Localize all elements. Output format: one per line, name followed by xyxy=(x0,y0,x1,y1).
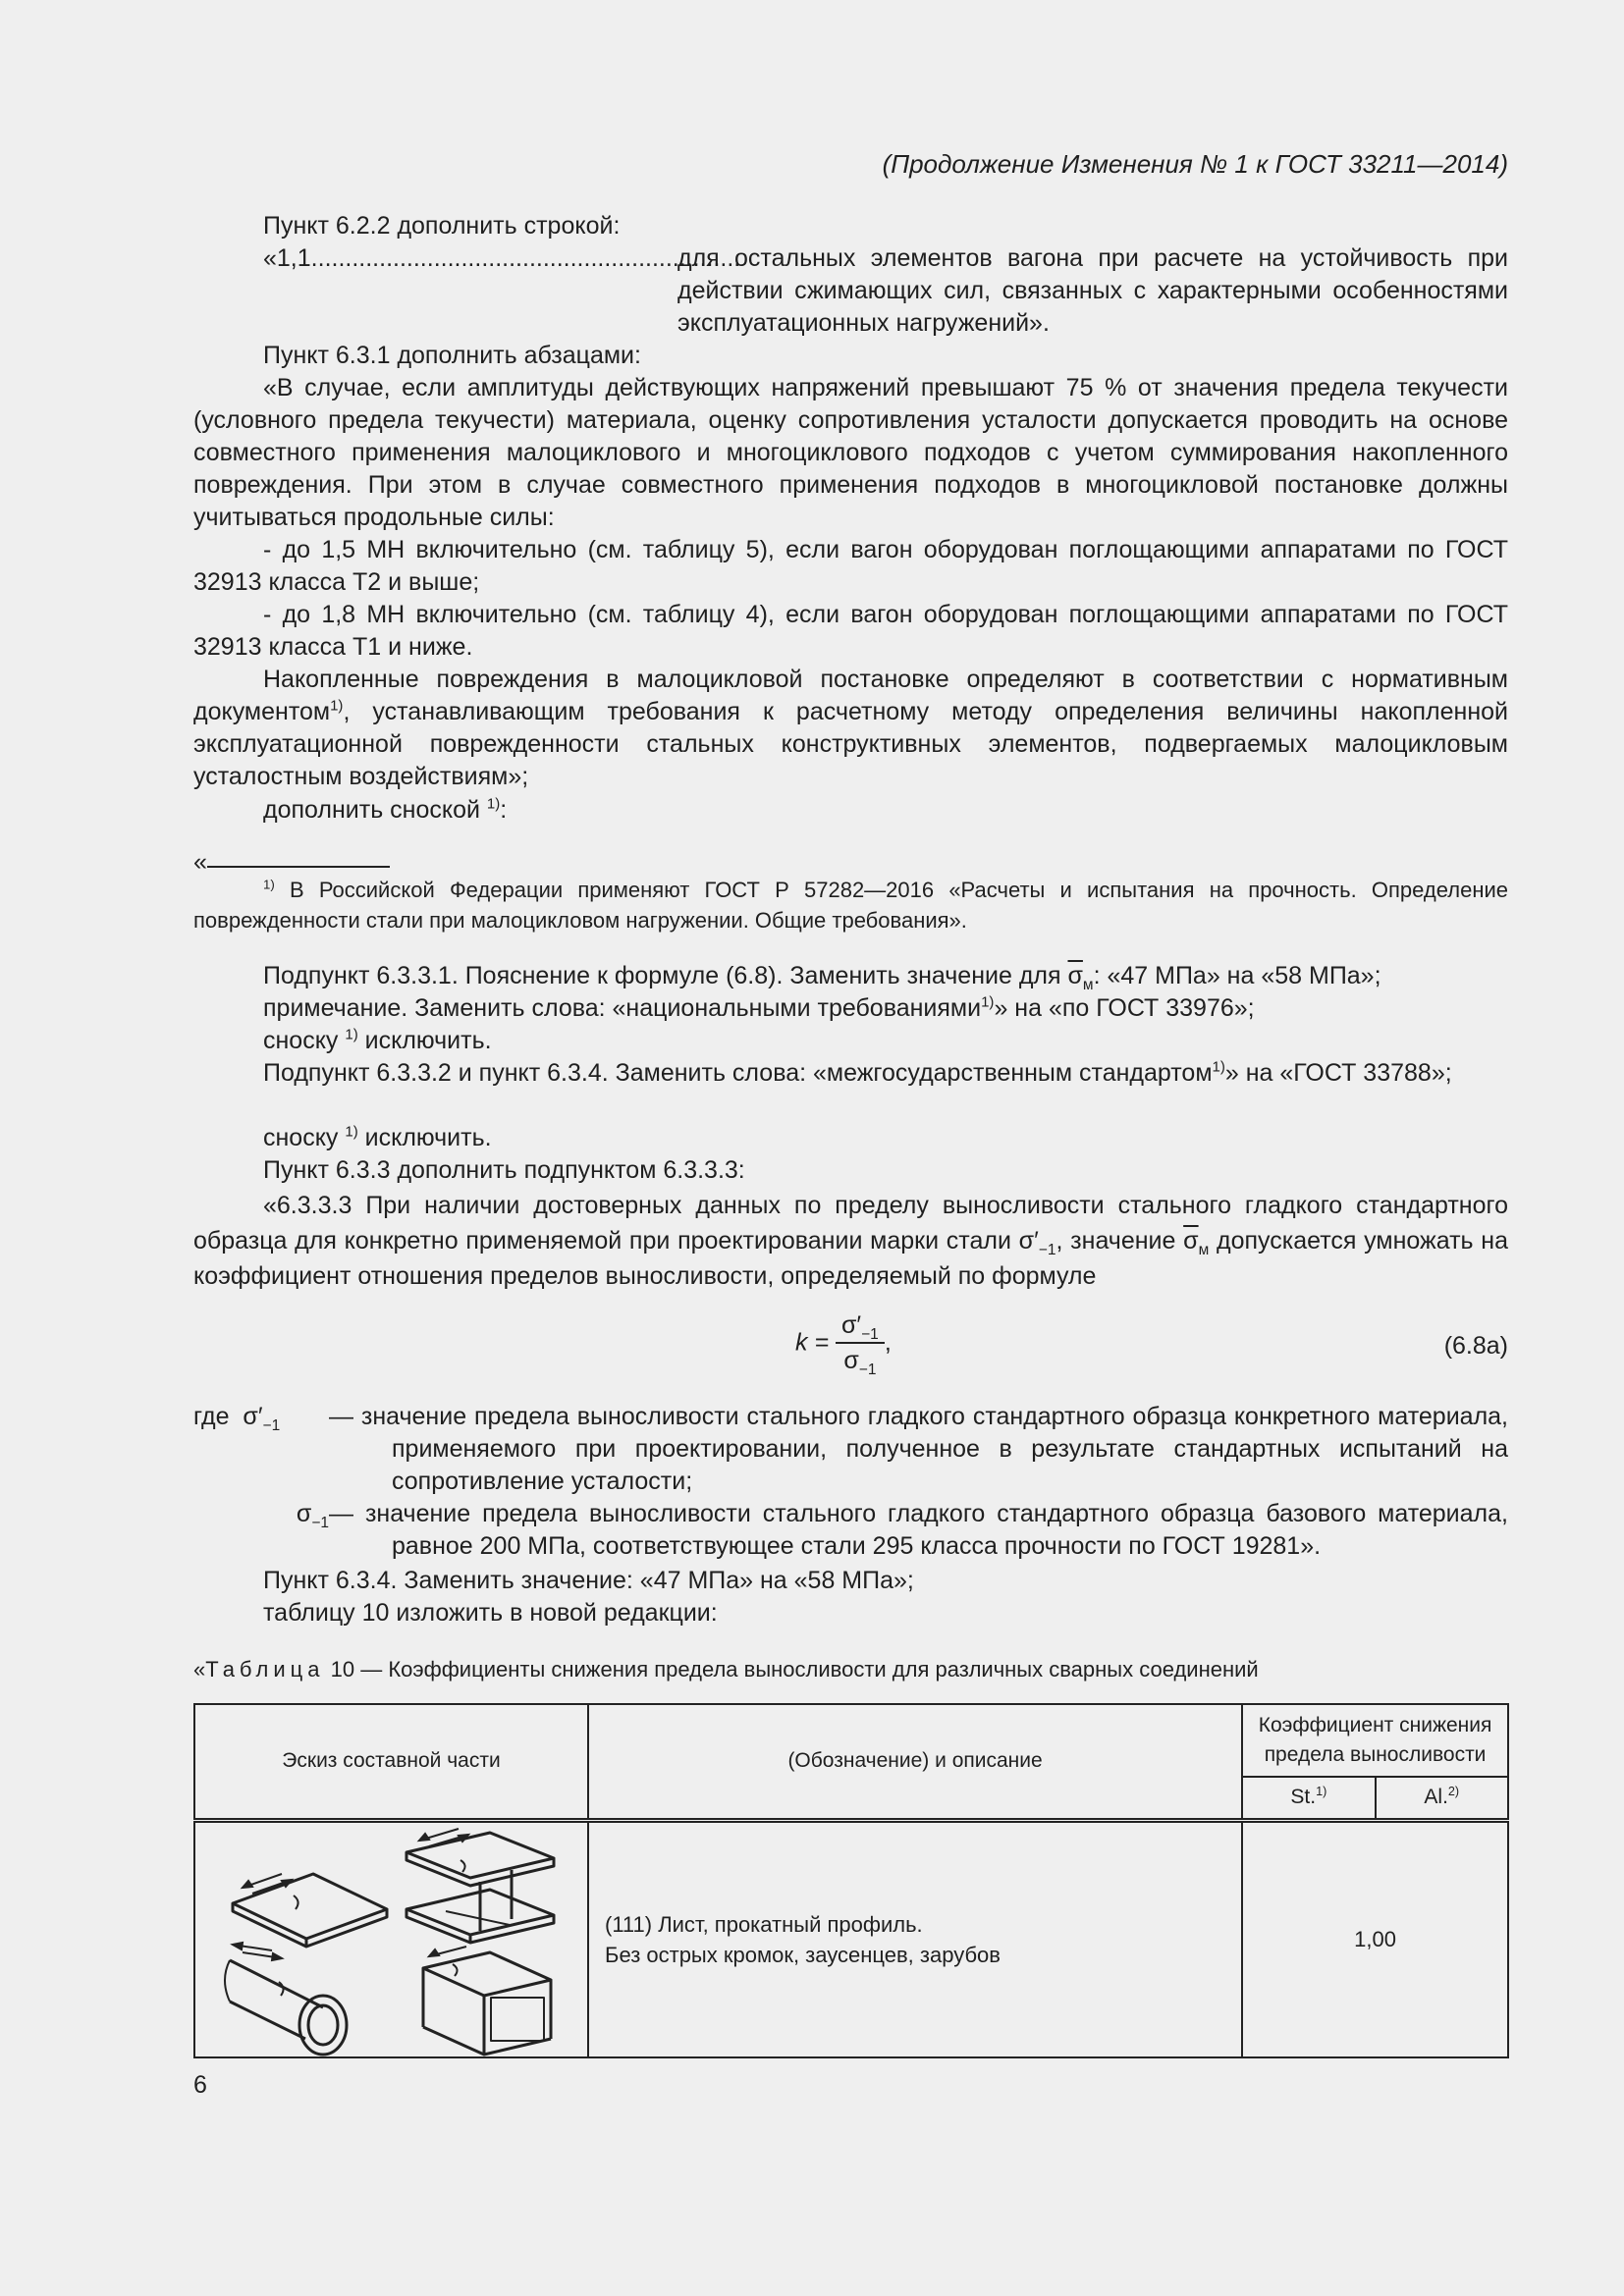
definition-1-label xyxy=(193,1401,329,1498)
sigma-prime-sub: −1 xyxy=(1038,1242,1056,1258)
table10-caption xyxy=(193,1655,1508,1684)
def1-symbol: σ′ xyxy=(243,1403,263,1430)
p6331-line1 xyxy=(263,960,1381,992)
row1-value: 1,00 xyxy=(1242,1820,1508,2057)
page-number: 6 xyxy=(193,2071,207,2099)
footnote-add-end: : xyxy=(500,796,508,824)
formula-6-8a xyxy=(795,1310,892,1378)
p6332-line1-a: Подпункт 6.3.3.2 и пункт 6.3.4. Заменить слова: «межгосударственным стандартом xyxy=(263,1059,1213,1087)
p6331-line1-b: : «47 МПа» на «58 МПа»; xyxy=(1093,962,1381,989)
th-steel-label: St. xyxy=(1290,1786,1317,1809)
def2-symbol: σ xyxy=(296,1500,312,1527)
sketch-illustration xyxy=(195,1823,587,2051)
row1-description xyxy=(588,1820,1242,2057)
row1-desc-line1: (111) Лист, прокатный профиль. xyxy=(605,1911,923,1937)
formula-lhs: k = xyxy=(795,1328,836,1357)
i-beam-sketch xyxy=(406,1833,554,1943)
definition-2 xyxy=(193,1498,1508,1563)
p631-item1: - до 1,5 МН включительно (см. таблицу 5), если вагон оборудован поглощающими аппаратами по ГОСТ 32913 класса Т2 и выше; xyxy=(193,536,1508,596)
p631-para2 xyxy=(193,664,1508,793)
num-symbol: σ′ xyxy=(841,1311,862,1339)
den-sub: −1 xyxy=(858,1362,877,1378)
sigma-m-sub-2: м xyxy=(1198,1242,1210,1258)
formula-fraction xyxy=(836,1310,885,1378)
p634-line2: таблицу 10 изложить в новой редакции: xyxy=(263,1599,718,1627)
caption-word: Таблица xyxy=(205,1657,325,1682)
def2-sub: −1 xyxy=(311,1515,329,1531)
table-row xyxy=(194,1820,1508,2057)
footnote-separator xyxy=(207,852,390,868)
formula-denominator xyxy=(836,1344,885,1378)
sketch-cell xyxy=(194,1820,588,2057)
round-tube-sketch xyxy=(225,1960,347,2055)
page-header: (Продолжение Изменения № 1 к ГОСТ 33211—2014) xyxy=(882,149,1508,179)
p631-item2: - до 1,8 МН включительно (см. таблицу 4), если вагон оборудован поглощающими аппаратами по ГОСТ 32913 класса Т1 и ниже. xyxy=(193,601,1508,661)
definition-2-body xyxy=(329,1498,1508,1563)
num-sub: −1 xyxy=(861,1326,879,1343)
def1-sub: −1 xyxy=(262,1417,281,1434)
formula-numerator xyxy=(836,1310,885,1344)
th-aluminium xyxy=(1376,1777,1508,1820)
table-header-row-1 xyxy=(194,1704,1508,1777)
p6331-line3-sup: 1) xyxy=(345,1026,358,1043)
para2-text-a: Накопленные повреждения в малоцикловой постановке определяют в соответствии с нормативным документом xyxy=(193,666,1508,725)
p633-intro: Пункт 6.3.3 дополнить подпунктом 6.3.3.3: xyxy=(263,1156,745,1184)
caption-quote: « xyxy=(193,1657,206,1682)
p631-footnote-add xyxy=(263,794,507,827)
def1-text: значение предела выносливости стального гладкого стандартного образца конкретного материала, применяемого при проектировании, полученное в результате стандартных испытаний на сопротивление усталости; xyxy=(360,1403,1509,1495)
formula-tail: , xyxy=(884,1328,892,1357)
th-steel-sup: 1) xyxy=(1316,1785,1327,1799)
caption-rest: 10 — Коэффициенты снижения предела выносливости для различных сварных соединений xyxy=(324,1657,1259,1682)
th-al-label: Al. xyxy=(1424,1786,1448,1809)
p6331-line2-b: » на «по ГОСТ 33976»; xyxy=(994,994,1255,1022)
den-symbol: σ xyxy=(843,1347,859,1374)
p633-para-b: , значение xyxy=(1056,1227,1184,1255)
table-10 xyxy=(193,1703,1509,2058)
p633-para-c: допускается умножать на коэффициент отношения пределов выносливости, определяемый по формуле xyxy=(193,1227,1509,1290)
where-word: где xyxy=(193,1403,230,1430)
footnote-open-quote: « xyxy=(193,848,207,876)
sigma-prime-symbol: σ′ xyxy=(1018,1227,1039,1255)
def1-dash: — xyxy=(329,1403,361,1430)
p6332-line1-b: » на «ГОСТ 33788»; xyxy=(1224,1059,1452,1087)
p6332-line2-sup: 1) xyxy=(345,1123,358,1141)
p6332-line1-sup: 1) xyxy=(1212,1058,1225,1076)
th-coefficient: Коэффициент снижения предела выносливости xyxy=(1242,1704,1508,1777)
p622-intro: Пункт 6.2.2 дополнить строкой: xyxy=(263,212,621,240)
footnote-add-sup: 1) xyxy=(486,795,501,813)
p6331-line3-b: исключить. xyxy=(357,1027,492,1054)
p6331-line2-a: примечание. Заменить слова: «национальными требованиями xyxy=(263,994,982,1022)
definition-1-text xyxy=(329,1401,1508,1498)
para2-text-b: , устанавливающим требования к расчетному методу определения величины накопленной эксплуатационной поврежденности стальных конструктивных элементов, подвергаемых малоцикловым усталостным воздействиям»; xyxy=(193,698,1508,790)
definition-1 xyxy=(193,1401,1508,1498)
p6332-line1 xyxy=(193,1057,1508,1090)
sigma-m-sub: м xyxy=(1082,977,1094,993)
p6332-line2-b: исключить. xyxy=(357,1124,492,1151)
def2-text: значение предела выносливости стального гладкого стандартного образца базового материала, равное 200 МПа, соответствующее стали 295 класса прочности по ГОСТ 19281». xyxy=(364,1500,1508,1560)
p633-para-a: «6.3.3.3 При наличии достоверных данных по пределу выносливости стального гладкого стандартного образца для конкретно применяемой при проектировании марки стали xyxy=(193,1192,1508,1255)
definition-2-label xyxy=(193,1498,329,1563)
footnote-ref: 1) xyxy=(330,697,344,715)
th-sketch: Эскиз составной части xyxy=(194,1704,588,1820)
sigma-m-symbol: $\overline{\sigma}$ xyxy=(1067,962,1083,989)
flat-plate-sketch xyxy=(233,1874,387,1947)
row1-desc-line2: Без острых кромок, заусенцев, зарубов xyxy=(605,1942,1001,1967)
th-description: (Обозначение) и описание xyxy=(588,1704,1242,1820)
th-steel xyxy=(1242,1777,1375,1820)
p631-para1: «В случае, если амплитуды действующих напряжений превышают 75 % от значения предела текучести (условного предела текучести) материала, оценку сопротивления усталости допускается проводить на основе совместного применения малоциклового и многоциклового подходов с учетом суммирования накопленного повреждения. При этом в случае совместного применения подходов в многоцикловой постановке должны учитываться продольные силы: xyxy=(193,374,1508,531)
p6331-line3-a: сноску xyxy=(263,1027,346,1054)
p6331-line2-sup: 1) xyxy=(981,993,995,1011)
p631-intro: Пункт 6.3.1 дополнить абзацами: xyxy=(263,342,641,369)
p622-leader xyxy=(263,242,741,340)
p633-para xyxy=(193,1188,1508,1294)
p6332-line2-a: сноску xyxy=(263,1124,346,1151)
lead-text: для остальных элементов вагона при расчете на устойчивость при действии сжимающих сил, связанных с характерными особенностями эксплуатационных нагружений». xyxy=(677,244,1508,337)
th-al-sup: 2) xyxy=(1447,1785,1460,1799)
p6331-line1-a: Подпункт 6.3.3.1. Пояснение к формуле (6.8). Заменить значение для xyxy=(263,962,1068,989)
footnote-sup: 1) xyxy=(263,877,275,892)
lead-value: «1,1 xyxy=(263,244,311,272)
definition-1-body xyxy=(329,1401,1508,1498)
footnote-body: В Российской Федерации применяют ГОСТ Р 57282—2016 «Расчеты и испытания на прочность. Определение поврежденности стали при малоцикловом нагружении. Общие требования». xyxy=(193,878,1508,933)
lead-dots: ............................................................... xyxy=(310,244,741,272)
definition-2-text xyxy=(329,1498,1508,1563)
p6331-line3 xyxy=(263,1025,492,1057)
sigma-m-symbol-2: $\overline{\sigma}$ xyxy=(1183,1227,1199,1255)
box-section-sketch xyxy=(423,1952,551,2055)
p6332-line2 xyxy=(263,1122,492,1154)
formula-number: (6.8а) xyxy=(1443,1332,1508,1360)
def2-dash: — xyxy=(329,1500,365,1527)
footnote-add-text: дополнить сноской xyxy=(263,796,487,824)
p622-leader-row xyxy=(263,242,1508,340)
footnote-text xyxy=(193,875,1508,935)
p6331-line2 xyxy=(263,992,1255,1025)
p634-line1: Пункт 6.3.4. Заменить значение: «47 МПа» на «58 МПа»; xyxy=(263,1567,914,1594)
